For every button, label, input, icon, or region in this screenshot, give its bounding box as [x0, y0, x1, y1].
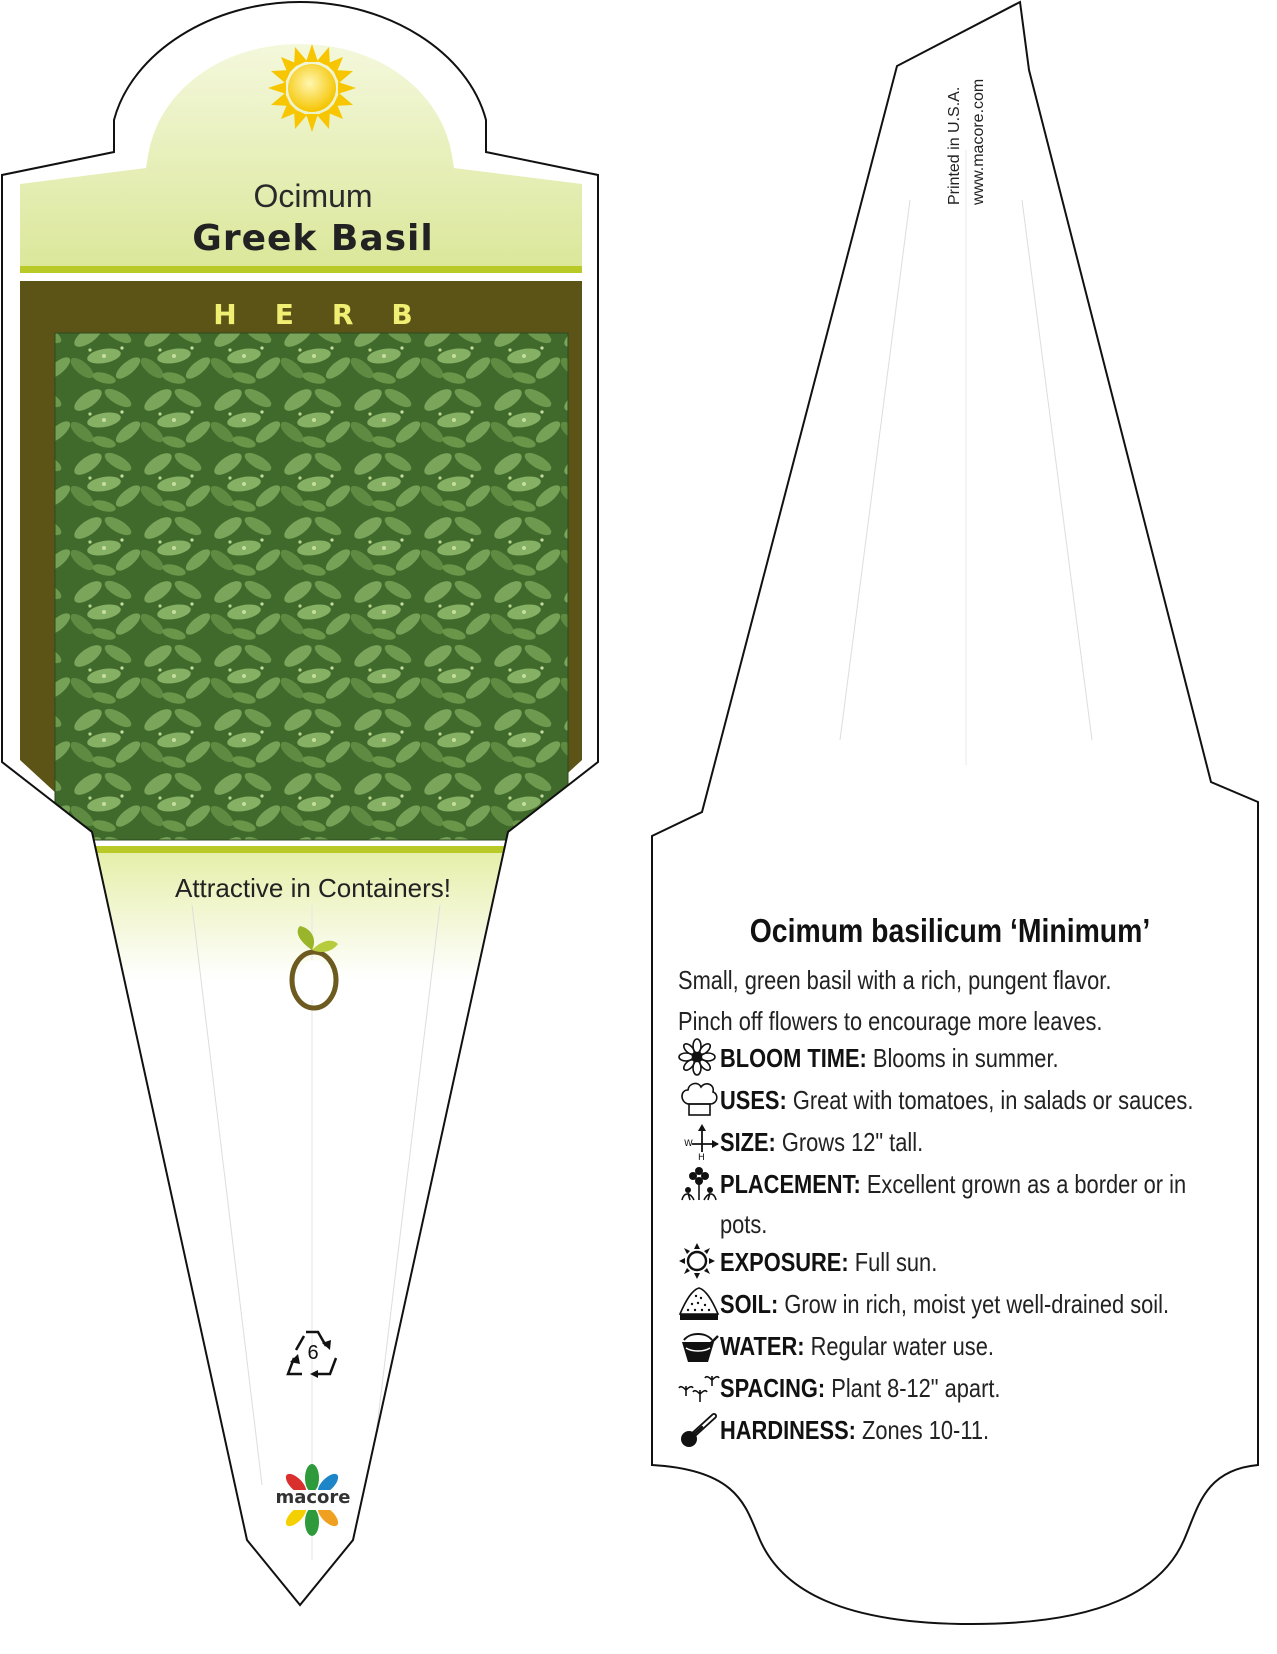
soil-value: Grow in rich, moist yet well-drained soil. — [784, 1289, 1170, 1319]
water-label: WATER: — [720, 1331, 805, 1361]
bloom-time-label: BLOOM TIME: — [720, 1043, 867, 1073]
tagline-band — [60, 846, 566, 853]
scientific-name: Ocimum basilicum ‘Minimum’ — [749, 912, 1151, 949]
uses-value: Great with tomatoes, in salads or sauces. — [792, 1085, 1194, 1115]
placement-flowers-icon — [678, 1164, 720, 1202]
attribute-uses — [678, 1080, 1277, 1122]
spacing-label: SPACING: — [720, 1373, 826, 1403]
size-value: Grows 12" tall. — [781, 1127, 924, 1157]
size-arrows-icon — [678, 1122, 720, 1160]
genus-name: Ocimum — [253, 178, 373, 214]
svg-text:H: H — [698, 1153, 705, 1160]
common-name: Greek Basil — [192, 218, 434, 259]
attribute-bloom-time — [678, 1038, 1277, 1080]
water-value: Regular water use. — [810, 1331, 994, 1361]
attribute-list — [678, 1038, 1277, 1452]
seedlings-icon — [678, 1368, 720, 1406]
tagline: Attractive in Containers! — [174, 873, 451, 903]
header-band — [20, 266, 582, 273]
attribute-placement — [678, 1164, 1277, 1248]
brand-name: macore — [275, 1487, 351, 1508]
sun-outline-icon — [678, 1242, 720, 1280]
greek-basil-photo — [55, 333, 568, 840]
attribute-hardiness — [678, 1410, 1277, 1452]
printed-in-text: Printed in U.S.A. — [946, 86, 963, 205]
watering-can-icon — [678, 1326, 720, 1364]
attribute-exposure — [678, 1242, 1277, 1284]
website-text: www.macore.com — [970, 78, 987, 205]
soil-mound-icon — [678, 1284, 720, 1322]
bloom-time-value: Blooms in summer. — [872, 1043, 1059, 1073]
exposure-label: EXPOSURE: — [720, 1247, 849, 1277]
category-label: HERB — [213, 298, 451, 331]
plant-description: Small, green basil with a rich, pungent flavor. Pinch off flowers to encourage more leaves. — [678, 965, 1112, 1036]
spacing-value: Plant 8-12" apart. — [831, 1373, 1001, 1403]
chef-hat-icon — [678, 1080, 720, 1118]
soil-label: SOIL: — [720, 1289, 779, 1319]
placement-value: Excellent grown as a border or in pots. — [720, 1169, 1187, 1239]
hardiness-value: Zones 10-11. — [861, 1415, 990, 1445]
hardiness-label: HARDINESS: — [720, 1415, 856, 1445]
flower-icon — [678, 1038, 720, 1076]
attribute-soil — [678, 1284, 1277, 1326]
exposure-value: Full sun. — [854, 1247, 938, 1277]
svg-text:W: W — [684, 1139, 693, 1149]
size-label: SIZE: — [720, 1127, 776, 1157]
uses-label: USES: — [720, 1085, 787, 1115]
placement-label: PLACEMENT: — [720, 1169, 861, 1199]
attribute-size — [678, 1122, 1277, 1164]
attribute-spacing — [678, 1368, 1277, 1410]
recycle-code: 6 — [307, 1342, 319, 1364]
attribute-water — [678, 1326, 1277, 1368]
sun-icon — [268, 44, 356, 132]
thermometer-icon — [678, 1410, 720, 1448]
